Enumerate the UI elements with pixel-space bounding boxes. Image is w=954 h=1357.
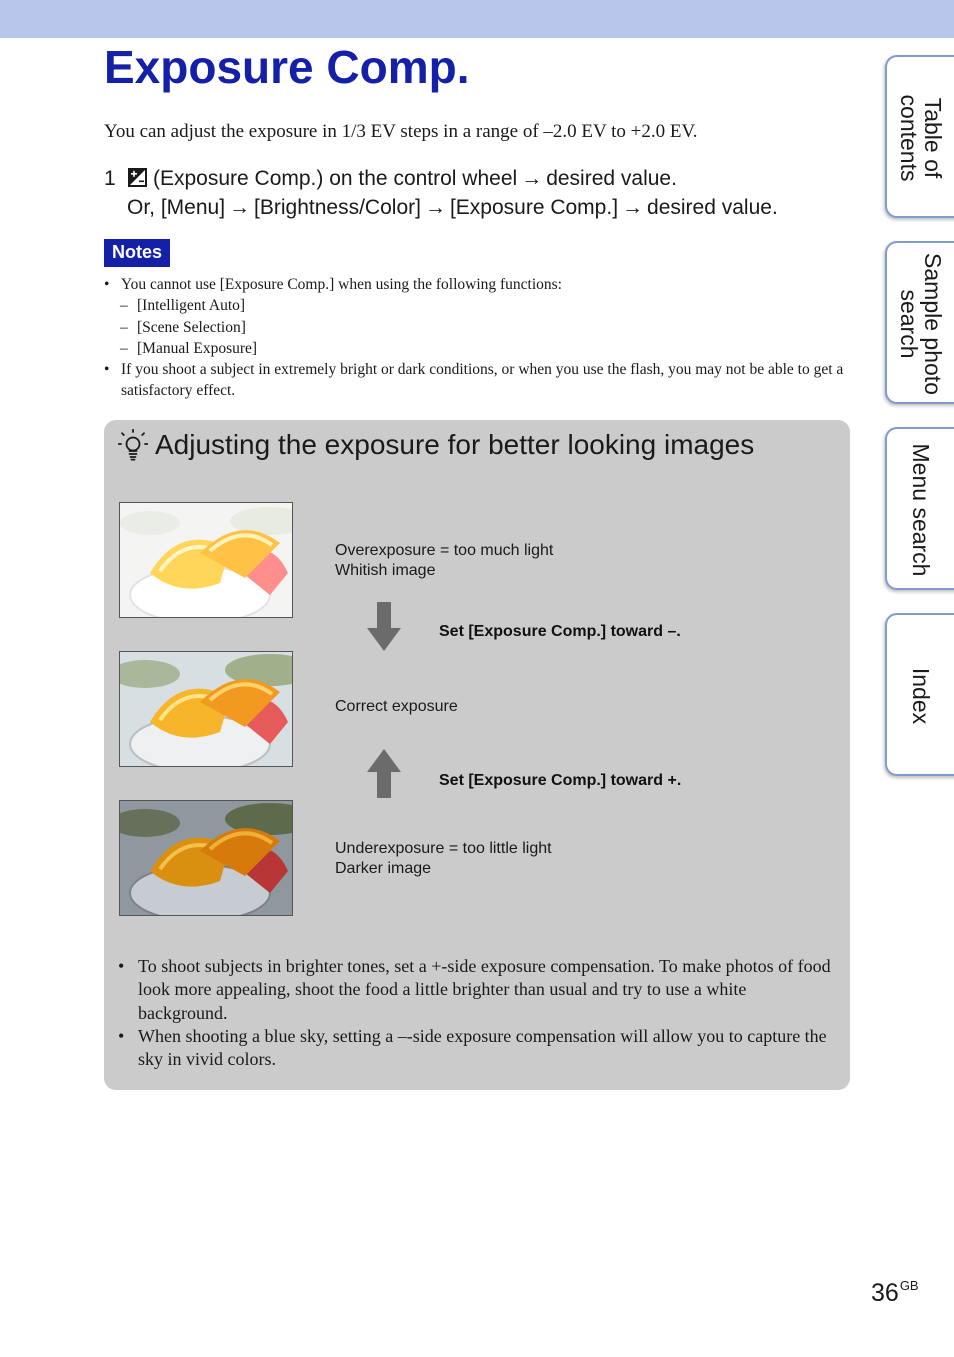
notes-list <box>104 274 849 402</box>
step-line-1 <box>128 164 677 193</box>
list-item <box>104 338 849 359</box>
tips-list <box>118 955 833 1071</box>
page-number <box>871 1278 919 1308</box>
page-number-value: 36 <box>871 1279 899 1307</box>
intro-text: You can adjust the exposure in 1/3 EV steps in a range of –2.0 EV to +2.0 EV. <box>104 121 698 142</box>
list-item <box>118 955 833 1025</box>
correct-exposure-photo <box>119 651 293 767</box>
step-exposure-text: [Exposure Comp.] <box>449 196 619 219</box>
toward-minus-instruction: Set [Exposure Comp.] toward –. <box>439 623 681 640</box>
bullet: • <box>104 361 110 379</box>
note-sub-text: [Intelligent Auto] <box>137 297 246 315</box>
step-line-1-text: (Exposure Comp.) on the control wheel <box>153 167 518 190</box>
overexposure-label <box>335 541 553 581</box>
page-number-suffix: GB <box>899 1278 919 1293</box>
list-item <box>104 317 849 338</box>
tip-heading: Adjusting the exposure for better looking images <box>155 429 755 460</box>
tab-index[interactable] <box>885 613 954 776</box>
tip-text: To shoot subjects in brighter tones, set a +-side exposure compensation. To make photos of food look more appealing, shoot the food a little brighter than usual and try to use a white background. <box>138 956 831 1023</box>
bullet: • <box>118 956 125 976</box>
note-sub-text: [Manual Exposure] <box>137 339 258 357</box>
overexposure-line-1: Overexposure = too much light <box>335 542 554 559</box>
step-menu-text: Or, [Menu] <box>127 196 226 219</box>
arrow-icon: → <box>424 196 446 219</box>
note-sub-text: [Scene Selection] <box>137 318 246 336</box>
step-desired-text: desired value. <box>647 196 778 219</box>
tab-sample-photo-search[interactable] <box>885 241 954 404</box>
bullet: • <box>104 276 110 293</box>
tip-box <box>104 420 850 1090</box>
step-number: 1 <box>104 167 116 190</box>
toward-plus-instruction: Set [Exposure Comp.] toward +. <box>439 772 682 789</box>
arrow-down-icon <box>366 602 402 652</box>
overexposed-photo <box>119 502 293 618</box>
dash: – <box>120 297 128 315</box>
dash: – <box>120 318 128 336</box>
arrow-up-icon <box>366 749 402 799</box>
tab-label: Sample photo search <box>896 253 946 395</box>
underexposed-photo <box>119 800 293 916</box>
bullet: • <box>118 1025 125 1046</box>
step-line-1-end: desired value. <box>546 167 677 190</box>
tab-menu-search[interactable] <box>885 427 954 590</box>
arrow-icon: → <box>622 196 644 219</box>
dash: – <box>120 339 128 357</box>
note-text: You cannot use [Exposure Comp.] when using the following functions: <box>121 276 562 293</box>
step-line-2 <box>127 193 778 222</box>
tab-table-of-contents[interactable] <box>885 55 954 218</box>
exposure-comp-icon <box>128 168 147 187</box>
step-brightness-text: [Brightness/Color] <box>254 196 421 219</box>
lightbulb-icon <box>118 429 148 461</box>
underexposure-label <box>335 839 552 879</box>
notes-badge: Notes <box>104 239 170 267</box>
list-item <box>118 1025 833 1072</box>
list-item <box>104 274 849 295</box>
list-item <box>104 359 849 402</box>
tab-label: Table of contents <box>896 94 946 182</box>
correct-exposure-label: Correct exposure <box>335 698 458 715</box>
page-title: Exposure Comp. <box>104 41 470 93</box>
list-item <box>104 295 849 316</box>
underexposure-line-1: Underexposure = too little light <box>335 840 552 857</box>
underexposure-line-2: Darker image <box>335 860 432 877</box>
arrow-icon: → <box>229 196 251 219</box>
overexposure-line-2: Whitish image <box>335 562 436 579</box>
tab-label: Menu search <box>908 443 934 577</box>
arrow-icon: → <box>521 167 543 190</box>
note-text: If you shoot a subject in extremely bright or dark conditions, or when you use the flash, you may not be able to get a satisfactory effect. <box>121 361 844 400</box>
top-color-band <box>0 0 954 38</box>
tab-label: Index <box>908 667 934 725</box>
tip-text: When shooting a blue sky, setting a –-side exposure compensation will allow you to capture the sky in vivid colors. <box>138 1025 827 1070</box>
